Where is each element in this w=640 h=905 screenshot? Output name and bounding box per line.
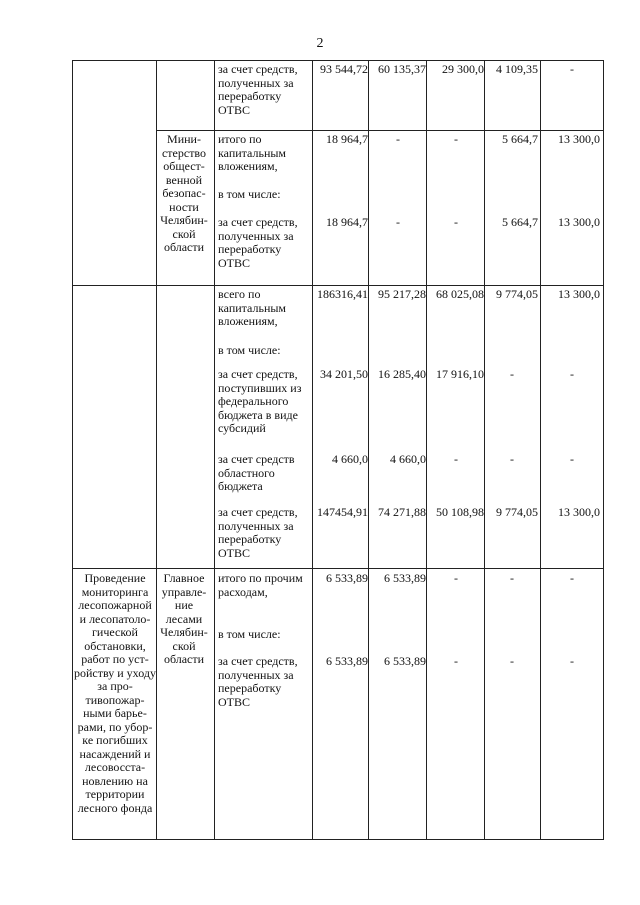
row-label: за счет средств, полученных за переработку ОТВС (218, 215, 298, 270)
value-cell: 4 660,0 (390, 452, 426, 466)
organization-name: Мини-стерство общест-венной безопас-ности Челябин-ской области (160, 132, 208, 254)
value-cell: 13 300,0 (558, 287, 600, 301)
column-divider (484, 60, 485, 840)
row-label: за счет средств областного бюджета (218, 452, 295, 493)
value-cell: 50 108,98 (436, 505, 484, 519)
value-cell: - (454, 654, 458, 668)
value-cell: 13 300,0 (558, 132, 600, 146)
column-divider (156, 60, 157, 840)
row-label: за счет средств, полученных за переработку ОТВС (218, 505, 298, 560)
value-cell: 4 660,0 (332, 452, 368, 466)
organization-name: Главное управле-ние лесами Челябин-ской области (160, 571, 208, 666)
value-cell: 9 774,05 (496, 287, 538, 301)
value-cell: 93 544,72 (320, 62, 368, 76)
row-label: за счет средств, поступивших из федерального бюджета в виде субсидий (218, 367, 302, 435)
row-divider (72, 285, 604, 286)
activity-description: Проведение мониторинга лесопожарной и лесопатоло-гической обстановки, работ по уст-ройству и уходу за про-тивопожар-ными барье-рами, по убор-ке погибших насаждений и лесовосста-новлению на территории лесного фонда (74, 571, 156, 815)
value-cell: - (396, 132, 400, 146)
table-border-bottom (72, 839, 604, 840)
value-cell: 60 135,37 (378, 62, 426, 76)
value-cell: - (510, 654, 514, 668)
value-cell: - (570, 452, 574, 466)
value-cell: 186316,41 (317, 287, 368, 301)
column-divider (312, 60, 313, 840)
value-cell: - (454, 452, 458, 466)
column-divider (214, 60, 215, 840)
column-divider (426, 60, 427, 840)
column-divider (540, 60, 541, 840)
value-cell: - (570, 654, 574, 668)
value-cell: 6 533,89 (326, 571, 368, 585)
value-cell: 68 025,08 (436, 287, 484, 301)
value-cell: 16 285,40 (378, 367, 426, 381)
row-label: всего по капитальным вложениям, (218, 287, 287, 328)
budget-table (72, 60, 604, 840)
value-cell: 147454,91 (317, 505, 368, 519)
value-cell: 5 664,7 (502, 132, 538, 146)
value-cell: 29 300,0 (442, 62, 484, 76)
value-cell: 18 964,7 (326, 215, 368, 229)
value-cell: 18 964,7 (326, 132, 368, 146)
subheading-label: в том числе: (218, 627, 281, 641)
table-border-top (72, 60, 604, 61)
value-cell: - (510, 452, 514, 466)
subheading-label: в том числе: (218, 343, 281, 357)
subheading-label: в том числе: (218, 187, 281, 201)
value-cell: 17 916,10 (436, 367, 484, 381)
value-cell: - (454, 132, 458, 146)
column-divider (368, 60, 369, 840)
value-cell: 6 533,89 (384, 571, 426, 585)
value-cell: - (454, 215, 458, 229)
page-number: 2 (316, 36, 324, 51)
value-cell: - (454, 571, 458, 585)
value-cell: - (570, 571, 574, 585)
row-label: за счет средств, полученных за переработку ОТВС (218, 654, 298, 709)
table-border-left (72, 60, 73, 840)
value-cell: 13 300,0 (558, 505, 600, 519)
row-divider (156, 130, 604, 131)
value-cell: 13 300,0 (558, 215, 600, 229)
value-cell: - (570, 367, 574, 381)
value-cell: - (510, 367, 514, 381)
table-border-right (603, 60, 604, 840)
value-cell: - (396, 215, 400, 229)
value-cell: 5 664,7 (502, 215, 538, 229)
row-label: за счет средств, полученных за переработку ОТВС (218, 62, 298, 117)
value-cell: 74 271,88 (378, 505, 426, 519)
row-label: итого по прочим расходам, (218, 571, 303, 599)
value-cell: 6 533,89 (326, 654, 368, 668)
row-label: итого по капитальным вложениям, (218, 132, 287, 173)
value-cell: 6 533,89 (384, 654, 426, 668)
value-cell: 9 774,05 (496, 505, 538, 519)
value-cell: 95 217,28 (378, 287, 426, 301)
row-divider (72, 568, 604, 569)
value-cell: 34 201,50 (320, 367, 368, 381)
value-cell: - (570, 62, 574, 76)
value-cell: 4 109,35 (496, 62, 538, 76)
value-cell: - (510, 571, 514, 585)
